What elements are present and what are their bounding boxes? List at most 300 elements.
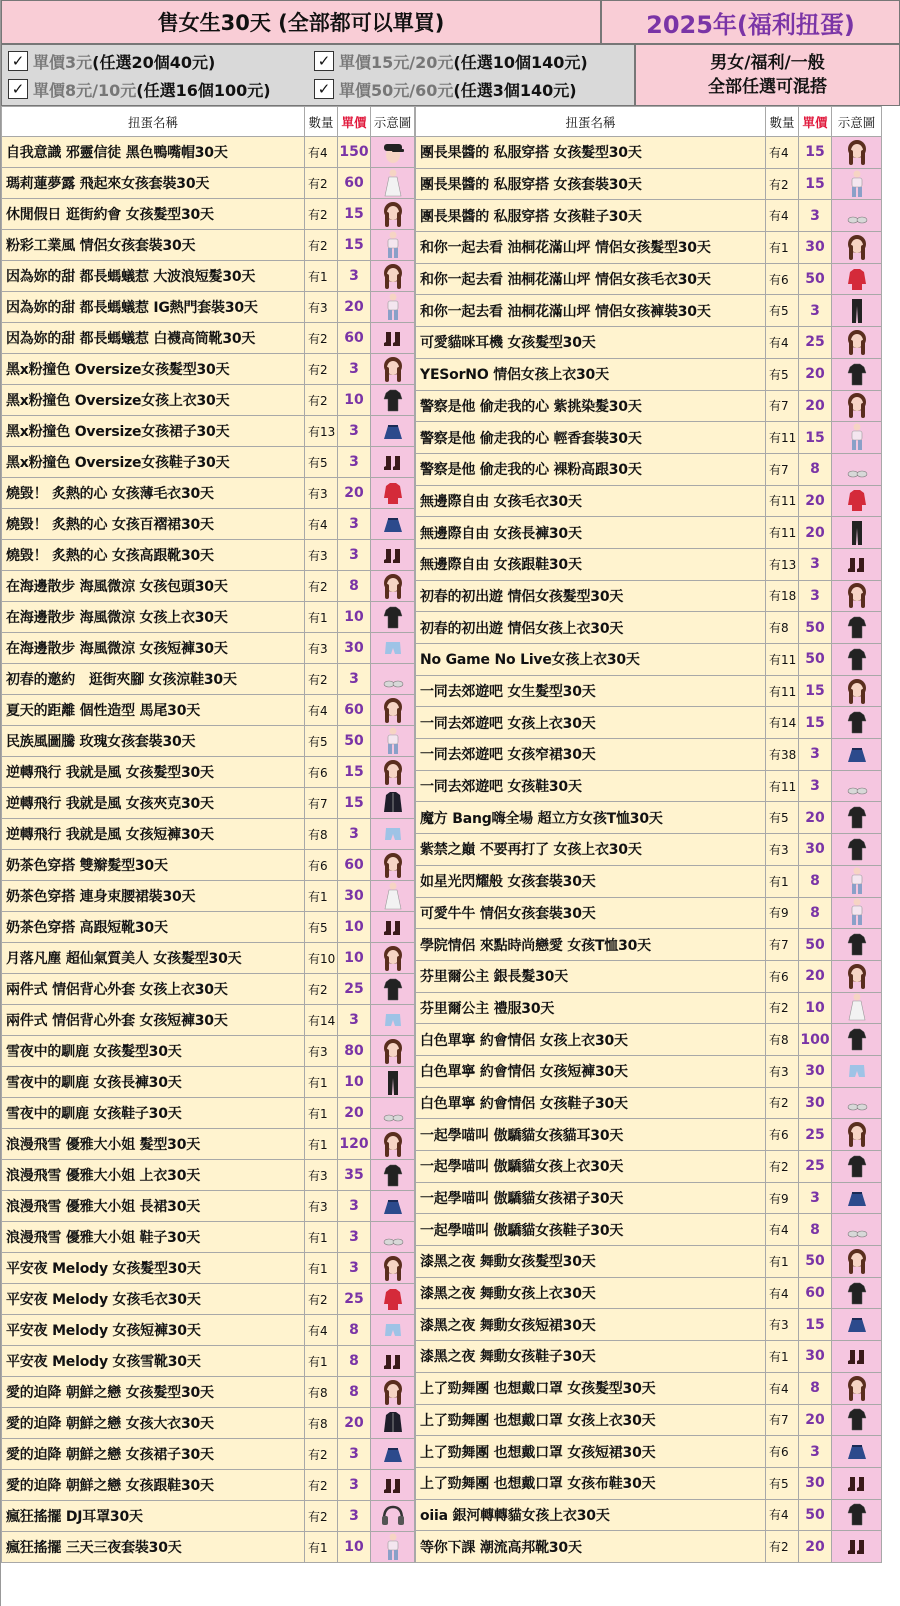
item-name: 團長果醬的 私服穿搭 女孩鞋子30天 — [416, 200, 766, 232]
item-quantity: 有1 — [766, 1246, 799, 1278]
outfit-icon — [380, 1533, 406, 1562]
item-thumbnail — [832, 485, 882, 517]
price-option-unit: 單價3元 — [33, 52, 93, 72]
hair-icon — [380, 758, 406, 787]
item-thumbnail — [832, 453, 882, 485]
boots-icon — [844, 550, 870, 579]
item-price: 3 — [338, 819, 371, 850]
item-quantity: 有9 — [766, 1182, 799, 1214]
item-price: 3 — [338, 1501, 371, 1532]
top-icon — [844, 1025, 870, 1054]
item-thumbnail — [371, 757, 415, 788]
checkbox-icon: ✓ — [314, 79, 334, 99]
boots-icon — [380, 324, 406, 353]
item-quantity: 有1 — [305, 602, 338, 633]
hair-icon — [380, 851, 406, 880]
item-quantity: 有3 — [766, 834, 799, 866]
column-header-price: 單價 — [338, 107, 371, 137]
item-name: 漆黑之夜 舞動女孩短裙30天 — [416, 1309, 766, 1341]
item-thumbnail — [832, 263, 882, 295]
table-row — [2, 881, 415, 912]
item-name: 上了勁舞團 也想戴口罩 女孩上衣30天 — [416, 1404, 766, 1436]
table-row — [2, 1346, 415, 1377]
item-price: 3 — [338, 354, 371, 385]
item-price: 30 — [799, 232, 832, 264]
table-row — [2, 943, 415, 974]
table-row — [416, 739, 882, 771]
table-row — [2, 974, 415, 1005]
item-name: 雪夜中的馴鹿 女孩髮型30天 — [2, 1036, 305, 1067]
item-quantity: 有5 — [305, 912, 338, 943]
item-quantity: 有11 — [766, 517, 799, 549]
item-thumbnail — [371, 943, 415, 974]
table-row — [416, 1499, 882, 1531]
item-quantity: 有1 — [305, 1253, 338, 1284]
table-row — [2, 199, 415, 230]
item-price: 3 — [338, 416, 371, 447]
item-quantity: 有3 — [305, 633, 338, 664]
hair-icon — [844, 677, 870, 706]
item-quantity: 有3 — [305, 1191, 338, 1222]
item-name: 兩件式 情侶背心外套 女孩上衣30天 — [2, 974, 305, 1005]
hair-icon — [380, 1037, 406, 1066]
item-name: 雪夜中的馴鹿 女孩鞋子30天 — [2, 1098, 305, 1129]
boots-icon — [844, 1342, 870, 1371]
outfit-icon — [844, 867, 870, 896]
hair-icon — [844, 138, 870, 167]
price-option-unit: 單價8元/10元 — [33, 80, 137, 100]
price-option — [8, 48, 314, 74]
item-price: 3 — [338, 1191, 371, 1222]
item-quantity: 有2 — [305, 1439, 338, 1470]
item-name: 上了勁舞團 也想戴口罩 女孩布鞋30天 — [416, 1467, 766, 1499]
item-thumbnail — [832, 770, 882, 802]
item-quantity: 有1 — [766, 865, 799, 897]
item-price: 20 — [338, 478, 371, 509]
item-thumbnail — [371, 1470, 415, 1501]
item-price: 10 — [338, 602, 371, 633]
item-thumbnail — [832, 1531, 882, 1563]
item-price: 15 — [338, 757, 371, 788]
item-thumbnail — [371, 881, 415, 912]
table-row — [2, 1377, 415, 1408]
item-quantity: 有5 — [305, 726, 338, 757]
table-row — [2, 447, 415, 478]
hair-icon — [844, 1374, 870, 1403]
item-name: 奶茶色穿搭 連身束腰裙裝30天 — [2, 881, 305, 912]
item-thumbnail — [371, 478, 415, 509]
item-name: 白色單寧 約會情侶 女孩鞋子30天 — [416, 1087, 766, 1119]
item-thumbnail — [832, 1341, 882, 1373]
item-price: 3 — [799, 200, 832, 232]
item-quantity: 有11 — [766, 770, 799, 802]
item-name: 在海邊散步 海風微涼 女孩短褲30天 — [2, 633, 305, 664]
table-header-row — [416, 107, 882, 137]
item-price: 3 — [799, 548, 832, 580]
table-row — [416, 580, 882, 612]
item-thumbnail — [371, 1408, 415, 1439]
boots-icon — [844, 1469, 870, 1498]
table-row — [416, 485, 882, 517]
item-quantity: 有8 — [766, 612, 799, 644]
item-thumbnail — [371, 1253, 415, 1284]
table-row — [416, 960, 882, 992]
item-quantity: 有8 — [305, 1377, 338, 1408]
item-quantity: 有3 — [305, 540, 338, 571]
item-thumbnail — [371, 912, 415, 943]
item-price: 3 — [799, 739, 832, 771]
item-price: 60 — [338, 323, 371, 354]
item-quantity: 有3 — [305, 292, 338, 323]
price-option-unit: 單價15元/20元 — [339, 52, 454, 72]
boots-icon — [844, 1532, 870, 1561]
item-quantity: 有6 — [305, 757, 338, 788]
item-name: 無邊際自由 女孩跟鞋30天 — [416, 548, 766, 580]
table-row — [2, 571, 415, 602]
shorts-icon — [380, 634, 406, 663]
item-thumbnail — [371, 664, 415, 695]
pants-icon — [380, 1068, 406, 1097]
item-thumbnail — [371, 447, 415, 478]
item-thumbnail — [832, 612, 882, 644]
hair-icon — [380, 1254, 406, 1283]
item-quantity: 有5 — [766, 802, 799, 834]
mix-note-line: 男女/福利/一般 — [710, 53, 825, 73]
item-thumbnail — [371, 1160, 415, 1191]
item-thumbnail — [832, 1119, 882, 1151]
table-row — [416, 200, 882, 232]
table-row — [416, 453, 882, 485]
price-option — [314, 48, 628, 74]
item-thumbnail — [371, 1439, 415, 1470]
top-icon — [380, 975, 406, 1004]
skirt-icon — [380, 510, 406, 539]
shorts-icon — [380, 820, 406, 849]
item-quantity: 有2 — [305, 571, 338, 602]
table-row — [2, 1160, 415, 1191]
item-thumbnail — [371, 1191, 415, 1222]
item-quantity: 有2 — [305, 323, 338, 354]
item-thumbnail — [371, 1532, 415, 1563]
item-quantity: 有4 — [766, 327, 799, 359]
hair-icon — [844, 581, 870, 610]
item-quantity: 有7 — [766, 1404, 799, 1436]
hair-icon — [380, 355, 406, 384]
table-row — [2, 385, 415, 416]
item-thumbnail — [371, 199, 415, 230]
item-name: 芬里爾公主 禮服30天 — [416, 992, 766, 1024]
skirt-icon — [380, 1192, 406, 1221]
item-quantity: 有14 — [305, 1005, 338, 1036]
item-quantity: 有4 — [305, 1315, 338, 1346]
item-price: 20 — [799, 485, 832, 517]
item-thumbnail — [832, 1467, 882, 1499]
item-price: 10 — [799, 992, 832, 1024]
shoes-icon — [380, 1099, 406, 1128]
table-row — [416, 137, 882, 169]
item-quantity: 有7 — [766, 929, 799, 961]
table-row — [416, 1151, 882, 1183]
item-name: 平安夜 Melody 女孩毛衣30天 — [2, 1284, 305, 1315]
item-price: 3 — [338, 540, 371, 571]
table-row — [416, 1214, 882, 1246]
item-price: 50 — [799, 644, 832, 676]
item-thumbnail — [371, 230, 415, 261]
item-quantity: 有2 — [305, 168, 338, 199]
item-price: 20 — [799, 802, 832, 834]
item-quantity: 有1 — [766, 1341, 799, 1373]
table-row — [2, 1501, 415, 1532]
item-quantity: 有18 — [766, 580, 799, 612]
item-name: 平安夜 Melody 女孩短褲30天 — [2, 1315, 305, 1346]
item-price: 8 — [338, 1346, 371, 1377]
item-quantity: 有3 — [305, 1160, 338, 1191]
item-name: 粉彩工業風 情侶女孩套裝30天 — [2, 230, 305, 261]
item-price: 10 — [338, 385, 371, 416]
skirt-icon — [844, 1310, 870, 1339]
item-quantity: 有1 — [305, 1129, 338, 1160]
price-option-deal: (任選16個100元) — [136, 80, 271, 100]
item-name: 燒毀！ 炙熱的心 女孩百褶裙30天 — [2, 509, 305, 540]
item-price: 50 — [799, 1499, 832, 1531]
table-row — [2, 168, 415, 199]
item-name: 無邊際自由 女孩毛衣30天 — [416, 485, 766, 517]
shorts-icon — [380, 1006, 406, 1035]
item-price: 15 — [799, 168, 832, 200]
item-name: 愛的迫降 朝鮮之戀 女孩跟鞋30天 — [2, 1470, 305, 1501]
item-name: 可愛牛牛 情侶女孩套裝30天 — [416, 897, 766, 929]
hair-icon — [844, 233, 870, 262]
hair-icon — [844, 1247, 870, 1276]
price-option-deal: (任選3個140元) — [453, 80, 577, 100]
shoes-icon — [380, 1223, 406, 1252]
item-quantity: 有3 — [766, 1055, 799, 1087]
item-name: 黑x粉撞色 Oversize女孩髮型30天 — [2, 354, 305, 385]
item-thumbnail — [832, 707, 882, 739]
skirt-icon — [844, 1437, 870, 1466]
hair-icon — [844, 1120, 870, 1149]
item-name: 紫禁之巔 不要再打了 女孩上衣30天 — [416, 834, 766, 866]
table-row — [416, 992, 882, 1024]
column-header-name: 扭蛋名稱 — [2, 107, 305, 137]
item-thumbnail — [832, 422, 882, 454]
hair-icon — [380, 944, 406, 973]
item-name: 瑪莉蓮夢露 飛起來女孩套裝30天 — [2, 168, 305, 199]
item-price: 3 — [338, 664, 371, 695]
outfit-icon — [844, 170, 870, 199]
table-row — [2, 788, 415, 819]
item-thumbnail — [371, 385, 415, 416]
item-name: 愛的迫降 朝鮮之戀 女孩髮型30天 — [2, 1377, 305, 1408]
table-row — [416, 1404, 882, 1436]
hair-icon — [380, 696, 406, 725]
dress-icon — [844, 993, 870, 1022]
item-quantity: 有8 — [305, 1408, 338, 1439]
table-row — [2, 478, 415, 509]
item-thumbnail — [371, 1284, 415, 1315]
dress-icon — [380, 169, 406, 198]
shoes-icon — [844, 1088, 870, 1117]
table-row — [416, 1372, 882, 1404]
checkbox-icon: ✓ — [314, 51, 334, 71]
mix-note — [635, 44, 900, 106]
item-thumbnail — [832, 739, 882, 771]
skirt-icon — [844, 740, 870, 769]
item-price: 25 — [799, 1151, 832, 1183]
table-row — [416, 1341, 882, 1373]
item-quantity: 有3 — [305, 478, 338, 509]
item-price: 8 — [338, 1377, 371, 1408]
top-icon — [844, 645, 870, 674]
jacket-icon — [380, 1409, 406, 1438]
item-thumbnail — [832, 232, 882, 264]
table-row — [416, 612, 882, 644]
item-price: 20 — [799, 1404, 832, 1436]
item-thumbnail — [832, 1024, 882, 1056]
table-row — [2, 602, 415, 633]
skirt-icon — [844, 1184, 870, 1213]
item-quantity: 有6 — [766, 1436, 799, 1468]
item-quantity: 有6 — [766, 263, 799, 295]
item-name: 因為妳的甜 都長螞蟻惹 大波浪短髮30天 — [2, 261, 305, 292]
item-thumbnail — [832, 802, 882, 834]
item-name: 初春的初出遊 情侶女孩上衣30天 — [416, 612, 766, 644]
table-row — [416, 1531, 882, 1563]
item-thumbnail — [371, 726, 415, 757]
item-thumbnail — [371, 1501, 415, 1532]
item-name: 警察是他 偷走我的心 紫挑染髮30天 — [416, 390, 766, 422]
item-price: 3 — [799, 580, 832, 612]
item-name: 逆轉飛行 我就是風 女孩夾克30天 — [2, 788, 305, 819]
item-price: 10 — [338, 1532, 371, 1563]
outfit-icon — [844, 423, 870, 452]
table-row — [2, 292, 415, 323]
item-quantity: 有1 — [305, 1346, 338, 1377]
item-name: 一同去郊遊吧 女孩鞋30天 — [416, 770, 766, 802]
item-name: 浪漫飛雪 優雅大小姐 鞋子30天 — [2, 1222, 305, 1253]
table-row — [2, 354, 415, 385]
hair-icon — [844, 391, 870, 420]
item-quantity: 有6 — [305, 850, 338, 881]
item-quantity: 有4 — [305, 509, 338, 540]
item-name: 燒毀！ 炙熱的心 女孩高跟靴30天 — [2, 540, 305, 571]
top-icon — [844, 1500, 870, 1529]
item-quantity: 有8 — [766, 1024, 799, 1056]
item-price: 3 — [338, 1253, 371, 1284]
table-row — [2, 509, 415, 540]
column-header-price: 單價 — [799, 107, 832, 137]
boots-icon — [380, 1347, 406, 1376]
item-quantity: 有2 — [766, 992, 799, 1024]
table-row — [2, 757, 415, 788]
top-icon — [844, 835, 870, 864]
item-name: 雪夜中的馴鹿 女孩長褲30天 — [2, 1067, 305, 1098]
item-name: 團長果醬的 私服穿搭 女孩套裝30天 — [416, 168, 766, 200]
top-icon — [380, 603, 406, 632]
table-row — [2, 416, 415, 447]
item-price: 25 — [799, 327, 832, 359]
item-quantity: 有5 — [766, 1467, 799, 1499]
item-thumbnail — [371, 602, 415, 633]
item-name: 月落凡塵 超仙氣質美人 女孩髮型30天 — [2, 943, 305, 974]
item-price: 8 — [799, 1214, 832, 1246]
table-row — [2, 230, 415, 261]
table-row — [2, 1470, 415, 1501]
item-price: 3 — [338, 1222, 371, 1253]
item-quantity: 有3 — [766, 1309, 799, 1341]
item-price: 3 — [338, 1439, 371, 1470]
item-quantity: 有1 — [305, 1222, 338, 1253]
table-row — [2, 912, 415, 943]
hair-icon — [380, 1130, 406, 1159]
price-options — [1, 44, 635, 106]
skirt-icon — [380, 417, 406, 446]
table-row — [416, 422, 882, 454]
item-thumbnail — [832, 960, 882, 992]
item-name: 夏天的距離 個性造型 馬尾30天 — [2, 695, 305, 726]
item-name: 警察是他 偷走我的心 裸粉高跟30天 — [416, 453, 766, 485]
hair-icon — [380, 572, 406, 601]
table-row — [2, 1315, 415, 1346]
item-price: 8 — [799, 897, 832, 929]
item-thumbnail — [371, 137, 415, 168]
item-price: 8 — [338, 571, 371, 602]
price-option-deal: (任選20個40元) — [92, 52, 216, 72]
item-thumbnail — [832, 1087, 882, 1119]
item-name: 一同去郊遊吧 女孩窄裙30天 — [416, 739, 766, 771]
item-quantity: 有7 — [766, 390, 799, 422]
right-item-table — [415, 106, 882, 1563]
item-quantity: 有7 — [766, 453, 799, 485]
item-price: 25 — [338, 974, 371, 1005]
hair-icon — [844, 962, 870, 991]
table-row — [416, 1182, 882, 1214]
item-price: 50 — [799, 263, 832, 295]
item-quantity: 有8 — [305, 819, 338, 850]
item-quantity: 有1 — [305, 1532, 338, 1563]
item-quantity: 有2 — [305, 1284, 338, 1315]
item-price: 35 — [338, 1160, 371, 1191]
item-thumbnail — [832, 137, 882, 169]
year-title: 2025年(福利扭蛋) — [601, 0, 900, 44]
sweater-icon — [844, 486, 870, 515]
top-icon — [844, 930, 870, 959]
top-icon — [844, 803, 870, 832]
table-row — [2, 664, 415, 695]
item-price: 15 — [799, 675, 832, 707]
item-quantity: 有2 — [766, 1087, 799, 1119]
item-name: 如星光閃耀般 女孩套裝30天 — [416, 865, 766, 897]
top-icon — [844, 1279, 870, 1308]
item-thumbnail — [371, 1315, 415, 1346]
item-thumbnail — [371, 1377, 415, 1408]
item-price: 30 — [799, 1467, 832, 1499]
item-quantity: 有1 — [305, 1067, 338, 1098]
item-quantity: 有2 — [766, 1531, 799, 1563]
top-icon — [844, 1405, 870, 1434]
item-quantity: 有1 — [305, 881, 338, 912]
item-price: 10 — [338, 943, 371, 974]
sweater-icon — [380, 479, 406, 508]
item-thumbnail — [832, 675, 882, 707]
item-quantity: 有11 — [766, 485, 799, 517]
table-row — [2, 1439, 415, 1470]
item-thumbnail — [371, 509, 415, 540]
table-row — [2, 1005, 415, 1036]
item-thumbnail — [832, 1309, 882, 1341]
item-name: 黑x粉撞色 Oversize女孩裙子30天 — [2, 416, 305, 447]
item-price: 15 — [338, 788, 371, 819]
